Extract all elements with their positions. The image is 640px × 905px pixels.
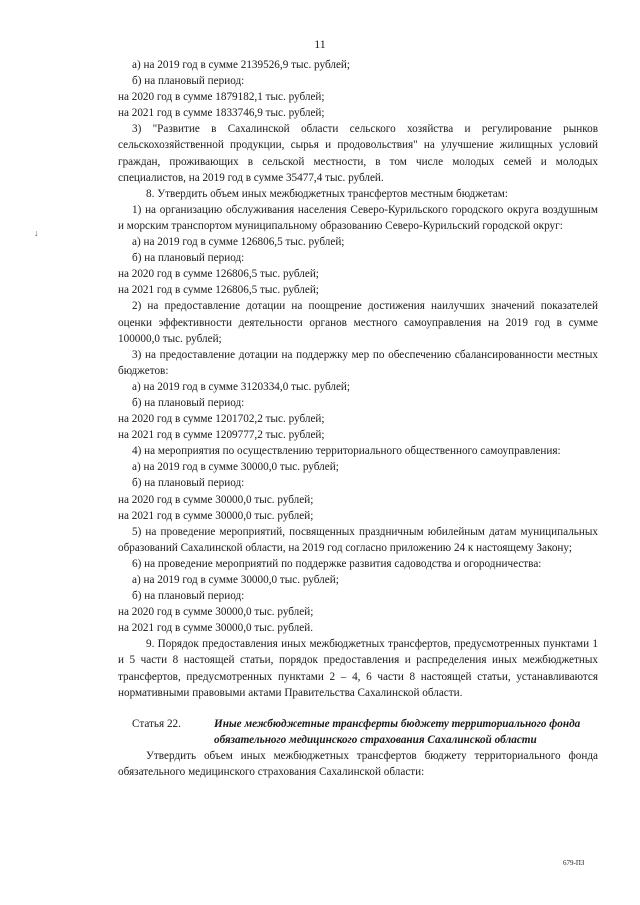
margin-mark: ↓ (34, 228, 39, 238)
sum-line: б) на плановый период: (132, 477, 245, 490)
sum-line: на 2021 год в сумме 126806,5 тыс. рублей; (118, 284, 319, 297)
sum-line: на 2021 год в сумме 1833746,9 тыс. рублей; (118, 107, 325, 120)
document-body (118, 57, 598, 780)
paragraph: 4) на мероприятия по осуществлению территориального общественного самоуправления: (132, 445, 561, 458)
sum-line: б) на плановый период: (132, 252, 245, 265)
sum-line: а) на 2019 год в сумме 30000,0 тыс. рублей; (132, 574, 339, 586)
sum-line: а) на 2019 год в сумме 126806,5 тыс. рублей; (132, 236, 345, 249)
paragraph: 9. Порядок предоставления иных межбюджетных трансфертов, предусмотренных пунктами 1 и 5 части 8 настоящей статьи, порядок предоставления и распределения иных межбюджетных трансфертов, предусмотренных пунктами 2 – 4, 6 части 8 настоящей статьи, устанавливаются нормативными правовыми актами Правительства Сахалинской области. (118, 638, 598, 699)
article-title: Иные межбюджетные трансферты бюджету территориального фонда обязательного медицинского страхования Сахалинской области (214, 717, 581, 746)
sum-line: на 2021 год в сумме 1209777,2 тыс. рублей; (118, 429, 325, 442)
sum-line: на 2020 год в сумме 1879182,1 тыс. рублей; (118, 91, 325, 104)
article-number: Статья 22. (132, 717, 181, 730)
sum-line: на 2020 год в сумме 30000,0 тыс. рублей; (118, 493, 314, 506)
sum-line: а) на 2019 год в сумме 30000,0 тыс. рублей; (132, 461, 339, 474)
paragraph: 6) на проведение мероприятий по поддержке развития садоводства и огородничества: (132, 557, 542, 570)
sum-line: на 2020 год в сумме 30000,0 тыс. рублей; (118, 606, 314, 619)
sum-line: на 2020 год в сумме 1201702,2 тыс. рублей; (118, 413, 325, 426)
sum-line: на 2021 год в сумме 30000,0 тыс. рублей. (118, 622, 314, 635)
article-heading (132, 716, 598, 748)
sum-line: на 2020 год в сумме 126806,5 тыс. рублей; (118, 268, 319, 281)
sum-line: на 2021 год в сумме 30000,0 тыс. рублей; (118, 509, 314, 522)
sum-line: б) на плановый период: (132, 590, 245, 603)
sum-line: а) на 2019 год в сумме 3120334,0 тыс. рублей; (132, 380, 351, 393)
paragraph: 5) на проведение мероприятий, посвященных праздничным юбилейным датам муниципальных образований Сахалинской области, на 2019 год согласно приложению 24 к настоящему Закону; (118, 525, 598, 554)
footer-code: 679-ПЗ (563, 859, 585, 867)
page-number: 11 (314, 37, 326, 51)
closing-paragraph: Утвердить объем иных межбюджетных трансфертов бюджету территориального фонда обязательного медицинского страхования Сахалинской области: (118, 749, 598, 779)
paragraph: 3) на предоставление дотации на поддержку мер по обеспечению сбалансированности местных бюджетов: (118, 348, 598, 377)
sum-line: б) на плановый период: (132, 75, 245, 88)
sum-line: а) на 2019 год в сумме 2139526,9 тыс. рублей; (132, 59, 351, 71)
sum-line: б) на плановый период: (132, 396, 245, 409)
paragraph: 8. Утвердить объем иных межбюджетных трансфертов местным бюджетам: (146, 187, 508, 200)
paragraph: 3) "Развитие в Сахалинской области сельского хозяйства и регулирование рынков сельскохозяйственной продукции, сырья и продовольствия" на улучшение жилищных условий граждан, проживающих в сельской местности, в том числе молодых семей и молодых специалистов, на 2019 год в сумме 35477,4 тыс. рублей. (118, 123, 598, 184)
paragraph: 2) на предоставление дотации на поощрение достижения наилучших значений показателей оценки эффективности деятельности органов местного самоуправления на 2019 год в сумме 100000,0 тыс. рублей; (118, 300, 598, 345)
paragraph: 1) на организацию обслуживания населения Северо-Курильского городского округа воздушным и морским транспортом муниципальному образованию Северо-Курильский городской округ: (118, 203, 598, 232)
